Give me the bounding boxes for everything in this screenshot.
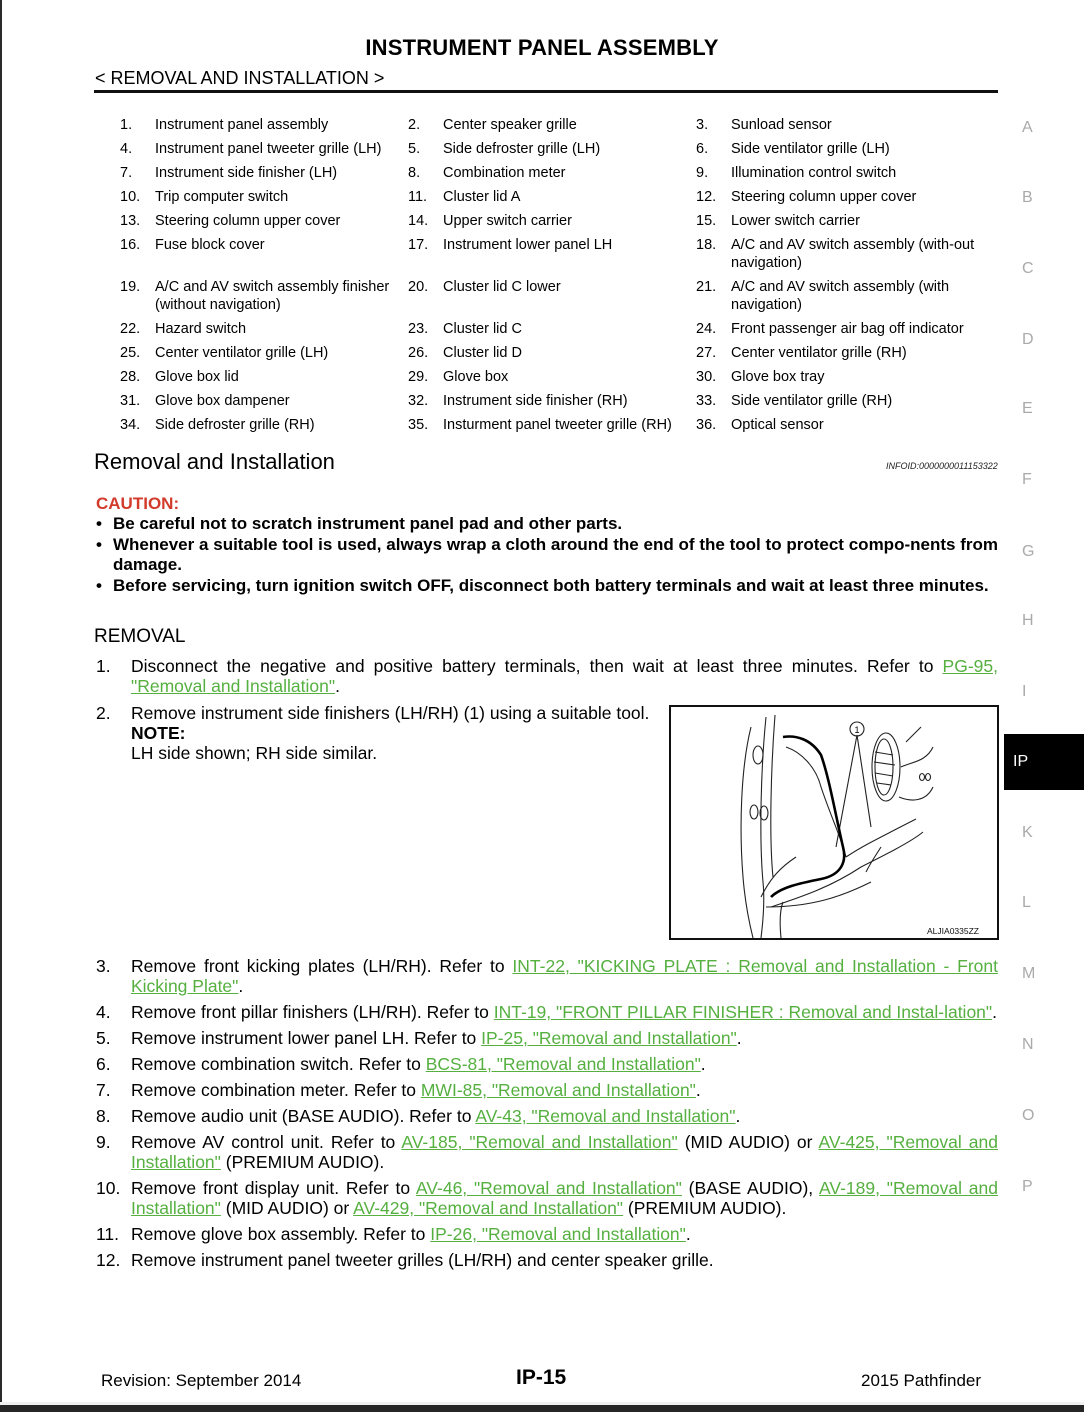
step-text	[131, 1132, 998, 1172]
ref-link[interactable]: AV-185, "Removal and Installation"	[401, 1132, 678, 1152]
index-tab-label: B	[1022, 189, 1033, 206]
part-name: Cluster lid C	[443, 321, 522, 337]
step-item	[96, 1178, 998, 1218]
info-id: INFOID:0000000011153322	[886, 461, 998, 471]
part-number: 15.	[696, 213, 717, 229]
parts-legend	[120, 116, 1000, 440]
part-item	[120, 116, 408, 134]
part-number: 16.	[120, 237, 141, 253]
part-name: Instrument side finisher (RH)	[443, 393, 628, 409]
part-name: Side defroster grille (LH)	[443, 141, 601, 157]
part-item	[696, 212, 996, 230]
step-text	[131, 656, 998, 696]
index-tab-label: A	[1022, 119, 1033, 136]
caution-item	[94, 514, 998, 534]
index-tab-label: G	[1022, 543, 1035, 560]
step-text-segment: Remove combination meter. Refer to	[131, 1080, 421, 1100]
index-tab-label: N	[1022, 1036, 1034, 1053]
page-title: INSTRUMENT PANEL ASSEMBLY	[365, 35, 719, 60]
part-name: Instrument panel tweeter grille (LH)	[155, 141, 382, 157]
index-tab-f[interactable]	[1022, 471, 1032, 489]
step-number: 10.	[96, 1178, 121, 1198]
caution-text: Whenever a suitable tool is used, always wrap a cloth around the end of the tool to protect compo-nents from damage.	[113, 535, 998, 574]
index-tab-label: C	[1022, 260, 1034, 277]
part-number: 5.	[408, 141, 421, 157]
step-item	[96, 1250, 998, 1270]
part-number: 28.	[120, 369, 141, 385]
part-item	[696, 320, 996, 338]
ref-link[interactable]: INT-22, "KICKING PLATE : Removal and Installation - Front Kicking Plate"	[131, 956, 998, 996]
part-item	[696, 392, 996, 410]
index-tab-e[interactable]	[1022, 400, 1033, 418]
part-number: 20.	[408, 279, 429, 295]
ref-link[interactable]: AV-46, "Removal and Installation"	[415, 1178, 682, 1198]
part-name: Center ventilator grille (RH)	[731, 345, 907, 361]
callout-number: 1	[854, 725, 860, 735]
parts-row	[120, 212, 1000, 230]
part-name: Instrument lower panel LH	[443, 237, 613, 253]
step-text-segment: .	[335, 676, 340, 696]
step-1	[96, 656, 998, 702]
index-tab-label: F	[1022, 471, 1032, 488]
index-tab-p[interactable]	[1022, 1178, 1033, 1196]
step-text-segment: Remove audio unit (BASE AUDIO). Refer to	[131, 1106, 476, 1126]
step-text-segment: Remove AV control unit. Refer to	[131, 1132, 402, 1152]
index-tab-label: O	[1022, 1107, 1035, 1124]
ref-link[interactable]: PG-95, "Removal and Installation"	[131, 656, 998, 696]
revision-date: Revision: September 2014	[101, 1371, 302, 1390]
step-text	[131, 956, 998, 996]
step-text-segment: Remove glove box assembly. Refer to	[131, 1224, 431, 1244]
step-text-segment: .	[736, 1028, 742, 1048]
part-number: 32.	[408, 393, 429, 409]
part-item	[696, 416, 996, 434]
ref-link[interactable]: MWI-85, "Removal and Installation"	[420, 1080, 696, 1100]
part-number: 1.	[120, 117, 133, 133]
step-text-segment: .	[695, 1080, 701, 1100]
index-tab-a[interactable]	[1022, 119, 1033, 137]
part-name: Glove box dampener	[155, 393, 290, 409]
part-item	[408, 188, 696, 206]
side-finisher-illustration	[669, 705, 999, 940]
part-number: 10.	[120, 189, 141, 205]
index-tab-l[interactable]	[1022, 894, 1031, 912]
part-item	[120, 140, 408, 158]
note-text: LH side shown; RH side similar.	[131, 743, 378, 763]
part-name: Center ventilator grille (LH)	[155, 345, 329, 361]
ref-link[interactable]: BCS-81, "Removal and Installation"	[425, 1054, 701, 1074]
part-name: Steering column upper cover	[155, 213, 341, 229]
step-number: 3.	[96, 956, 111, 976]
part-name: Cluster lid C lower	[443, 279, 561, 295]
part-number: 9.	[696, 165, 709, 181]
step-text-segment: Remove combination switch. Refer to	[131, 1054, 426, 1074]
part-name: Side ventilator grille (LH)	[731, 141, 890, 157]
part-name: Hazard switch	[155, 321, 247, 337]
part-item	[120, 344, 408, 362]
index-tab-h[interactable]	[1022, 612, 1034, 630]
step-number: 12.	[96, 1250, 121, 1270]
index-tab-label: L	[1022, 894, 1031, 911]
parts-row	[120, 278, 1000, 314]
step-number: 9.	[96, 1132, 111, 1152]
step-text	[131, 1224, 998, 1244]
part-name: A/C and AV switch assembly finisher (without navigation)	[155, 279, 390, 313]
bullet-icon: •	[96, 514, 102, 533]
bottom-bar	[0, 1405, 1084, 1412]
step-text	[131, 1028, 998, 1048]
part-number: 21.	[696, 279, 717, 295]
index-tab-label: IP	[1013, 753, 1029, 770]
caution-list	[94, 514, 998, 597]
part-name: Trip computer switch	[155, 189, 289, 205]
step-text-segment: Remove front display unit. Refer to	[131, 1178, 416, 1198]
step-text	[131, 1054, 998, 1074]
part-item	[408, 392, 696, 410]
part-name: A/C and AV switch assembly (with-out navigation)	[731, 237, 975, 271]
section-title: Removal and Installation	[94, 449, 335, 474]
step-number: 2.	[96, 703, 111, 723]
section-index-tabs	[1004, 0, 1084, 1412]
parts-row	[120, 344, 1000, 362]
part-number: 13.	[120, 213, 141, 229]
line-drawing	[671, 707, 997, 938]
index-tab-label: K	[1022, 824, 1033, 841]
vehicle-model: 2015 Pathfinder	[861, 1371, 982, 1390]
step-item	[96, 1224, 998, 1244]
ref-link[interactable]: INT-19, "FRONT PILLAR FINISHER : Removal and Instal-lation"	[493, 1002, 993, 1022]
step-item	[96, 1080, 998, 1100]
part-name: Lower switch carrier	[731, 213, 860, 229]
part-number: 36.	[696, 417, 717, 433]
step-number: 11.	[96, 1224, 120, 1244]
ref-link[interactable]: AV-43, "Removal and Installation"	[475, 1106, 736, 1126]
step-item	[96, 1054, 998, 1074]
part-number: 26.	[408, 345, 429, 361]
part-number: 4.	[120, 141, 133, 157]
step-item	[96, 956, 998, 996]
part-item	[120, 368, 408, 386]
parts-row	[120, 320, 1000, 338]
figure-code: ALJIA0335ZZ	[927, 926, 979, 936]
step-item	[96, 1028, 998, 1048]
index-tab-label: P	[1022, 1178, 1033, 1195]
part-item	[696, 236, 996, 272]
step-number: 5.	[96, 1028, 111, 1048]
parts-row	[120, 416, 1000, 434]
index-tab-o[interactable]	[1022, 1107, 1034, 1125]
part-item	[408, 368, 696, 386]
step-number: 7.	[96, 1080, 111, 1100]
part-number: 2.	[408, 117, 421, 133]
index-tab-n[interactable]	[1022, 1036, 1034, 1054]
ref-link[interactable]: AV-189, "Removal and Installation"	[131, 1178, 999, 1218]
part-item	[408, 212, 696, 230]
part-number: 11.	[408, 189, 428, 205]
part-item	[120, 416, 408, 434]
part-number: 7.	[120, 165, 133, 181]
header-rule	[94, 90, 998, 93]
part-number: 17.	[408, 237, 429, 253]
step-text-segment: Remove instrument lower panel LH. Refer to	[131, 1028, 482, 1048]
step-item	[96, 1002, 998, 1022]
part-item	[120, 278, 408, 314]
part-number: 29.	[408, 369, 429, 385]
part-number: 33.	[696, 393, 717, 409]
part-name: Front passenger air bag off indicator	[731, 321, 964, 337]
section-breadcrumb: < REMOVAL AND INSTALLATION >	[95, 68, 385, 88]
index-tab-label: M	[1022, 965, 1036, 982]
page-number: IP-15	[516, 1366, 567, 1389]
part-number: 12.	[696, 189, 717, 205]
part-name: Side ventilator grille (RH)	[731, 393, 893, 409]
parts-row	[120, 140, 1000, 158]
caution-item	[94, 535, 998, 575]
part-name: Upper switch carrier	[443, 213, 572, 229]
part-name: Instrument side finisher (LH)	[155, 165, 338, 181]
ref-link[interactable]: AV-425, "Removal and Installation"	[131, 1132, 998, 1172]
part-name: Cluster lid D	[443, 345, 522, 361]
caution-item	[94, 576, 998, 596]
index-tab-g[interactable]	[1022, 543, 1034, 561]
part-number: 6.	[696, 141, 709, 157]
part-number: 30.	[696, 369, 717, 385]
part-name: Insturment panel tweeter grille (RH)	[443, 417, 672, 433]
index-tab-label: E	[1022, 400, 1033, 417]
part-item	[408, 140, 696, 158]
part-number: 14.	[408, 213, 429, 229]
parts-row	[120, 164, 1000, 182]
step-text-segment: Remove instrument panel tweeter grilles (LH/RH) and center speaker grille.	[131, 1250, 714, 1270]
removal-heading: REMOVAL	[94, 626, 186, 647]
parts-row	[120, 116, 1000, 134]
step-text-segment: .	[238, 976, 244, 996]
part-item	[120, 320, 408, 338]
part-name: Side defroster grille (RH)	[155, 417, 315, 433]
part-name: Center speaker grille	[443, 117, 577, 133]
part-item	[120, 236, 408, 272]
left-page-edge	[0, 0, 2, 1412]
step-text	[131, 1178, 998, 1218]
step-text	[131, 1250, 998, 1270]
step-text-segment: .	[992, 1002, 997, 1022]
part-name: A/C and AV switch assembly (with navigation)	[731, 279, 950, 313]
parts-row	[120, 392, 1000, 410]
step-text-segment: (MID AUDIO) or	[220, 1198, 354, 1218]
part-number: 23.	[408, 321, 429, 337]
part-number: 27.	[696, 345, 717, 361]
step-number: 4.	[96, 1002, 111, 1022]
step-number: 1.	[96, 656, 111, 676]
note-label: NOTE:	[131, 723, 186, 743]
ref-link[interactable]: AV-429, "Removal and Installation"	[353, 1198, 624, 1218]
part-item	[408, 164, 696, 182]
index-tab-b[interactable]	[1022, 189, 1033, 207]
step-text-segment: Remove instrument side finishers (LH/RH) (1) using a suitable tool.	[131, 703, 650, 723]
part-name: Glove box	[443, 369, 509, 385]
step-item	[96, 1106, 998, 1126]
part-name: Cluster lid A	[443, 189, 521, 205]
bullet-icon: •	[96, 535, 102, 554]
step-number: 6.	[96, 1054, 111, 1074]
part-number: 22.	[120, 321, 141, 337]
index-tab-label: D	[1022, 331, 1034, 348]
part-number: 8.	[408, 165, 421, 181]
part-item	[408, 236, 696, 272]
step-text-segment: (PREMIUM AUDIO).	[220, 1152, 385, 1172]
step-text-segment: Disconnect the negative and positive battery terminals, then wait at least three minutes. Refer to	[131, 656, 943, 676]
part-number: 3.	[696, 117, 709, 133]
part-number: 34.	[120, 417, 141, 433]
step-text-segment: Remove front pillar finishers (LH/RH). Refer to	[131, 1002, 494, 1022]
part-item	[408, 278, 696, 314]
part-item	[408, 416, 696, 434]
part-item	[696, 188, 996, 206]
part-item	[696, 344, 996, 362]
step-text-segment: Remove front kicking plates (LH/RH). Refer to	[131, 956, 513, 976]
caution-text: Before servicing, turn ignition switch OFF, disconnect both battery terminals and wait at least three minutes.	[113, 576, 989, 595]
part-item	[120, 164, 408, 182]
part-item	[696, 368, 996, 386]
step-text-segment: (MID AUDIO) or	[677, 1132, 819, 1152]
part-name: Steering column upper cover	[731, 189, 917, 205]
part-number: 18.	[696, 237, 717, 253]
index-tab-m[interactable]	[1022, 965, 1035, 983]
part-number: 35.	[408, 417, 429, 433]
part-item	[120, 188, 408, 206]
part-number: 31.	[120, 393, 141, 409]
part-name: Sunload sensor	[731, 117, 832, 133]
part-name: Illumination control switch	[731, 165, 897, 181]
part-name: Glove box lid	[155, 369, 239, 385]
part-item	[696, 116, 996, 134]
part-name: Optical sensor	[731, 417, 824, 433]
step-text-segment: .	[700, 1054, 706, 1074]
index-tab-c[interactable]	[1022, 260, 1034, 278]
parts-row	[120, 368, 1000, 386]
part-item	[408, 344, 696, 362]
index-tab-i[interactable]	[1022, 683, 1026, 701]
part-item	[120, 392, 408, 410]
part-name: Combination meter	[443, 165, 566, 181]
part-number: 19.	[120, 279, 141, 295]
ref-link[interactable]: IP-26, "Removal and Installation"	[430, 1224, 686, 1244]
part-name: Fuse block cover	[155, 237, 265, 253]
index-tab-label: H	[1022, 612, 1034, 629]
step-text-segment: .	[685, 1224, 691, 1244]
step-text	[131, 1080, 998, 1100]
index-tab-k[interactable]	[1022, 824, 1033, 842]
index-tab-ip[interactable]	[1004, 734, 1084, 790]
step-2	[96, 703, 658, 763]
part-name: Instrument panel assembly	[155, 117, 329, 133]
caution-label: CAUTION:	[96, 494, 180, 513]
removal-steps	[96, 956, 998, 1276]
parts-row	[120, 188, 1000, 206]
part-item	[408, 116, 696, 134]
part-item	[696, 278, 996, 314]
step-text-segment: (BASE AUDIO),	[681, 1178, 819, 1198]
ref-link[interactable]: IP-25, "Removal and Installation"	[481, 1028, 737, 1048]
step-text	[131, 703, 658, 763]
index-tab-d[interactable]	[1022, 331, 1034, 349]
step-text	[131, 1106, 998, 1126]
parts-row	[120, 236, 1000, 272]
part-item	[120, 212, 408, 230]
part-number: 24.	[696, 321, 717, 337]
step-item	[96, 656, 998, 696]
part-item	[696, 140, 996, 158]
step-text-segment: (PREMIUM AUDIO).	[623, 1198, 787, 1218]
step-number: 8.	[96, 1106, 111, 1126]
step-item	[96, 1132, 998, 1172]
step-text	[131, 1002, 998, 1022]
index-tab-label: I	[1022, 683, 1027, 700]
caution-text: Be careful not to scratch instrument panel pad and other parts.	[113, 514, 623, 533]
part-item	[408, 320, 696, 338]
part-item	[696, 164, 996, 182]
bullet-icon: •	[96, 576, 102, 595]
step-text-segment: .	[735, 1106, 741, 1126]
part-number: 25.	[120, 345, 141, 361]
part-name: Glove box tray	[731, 369, 825, 385]
